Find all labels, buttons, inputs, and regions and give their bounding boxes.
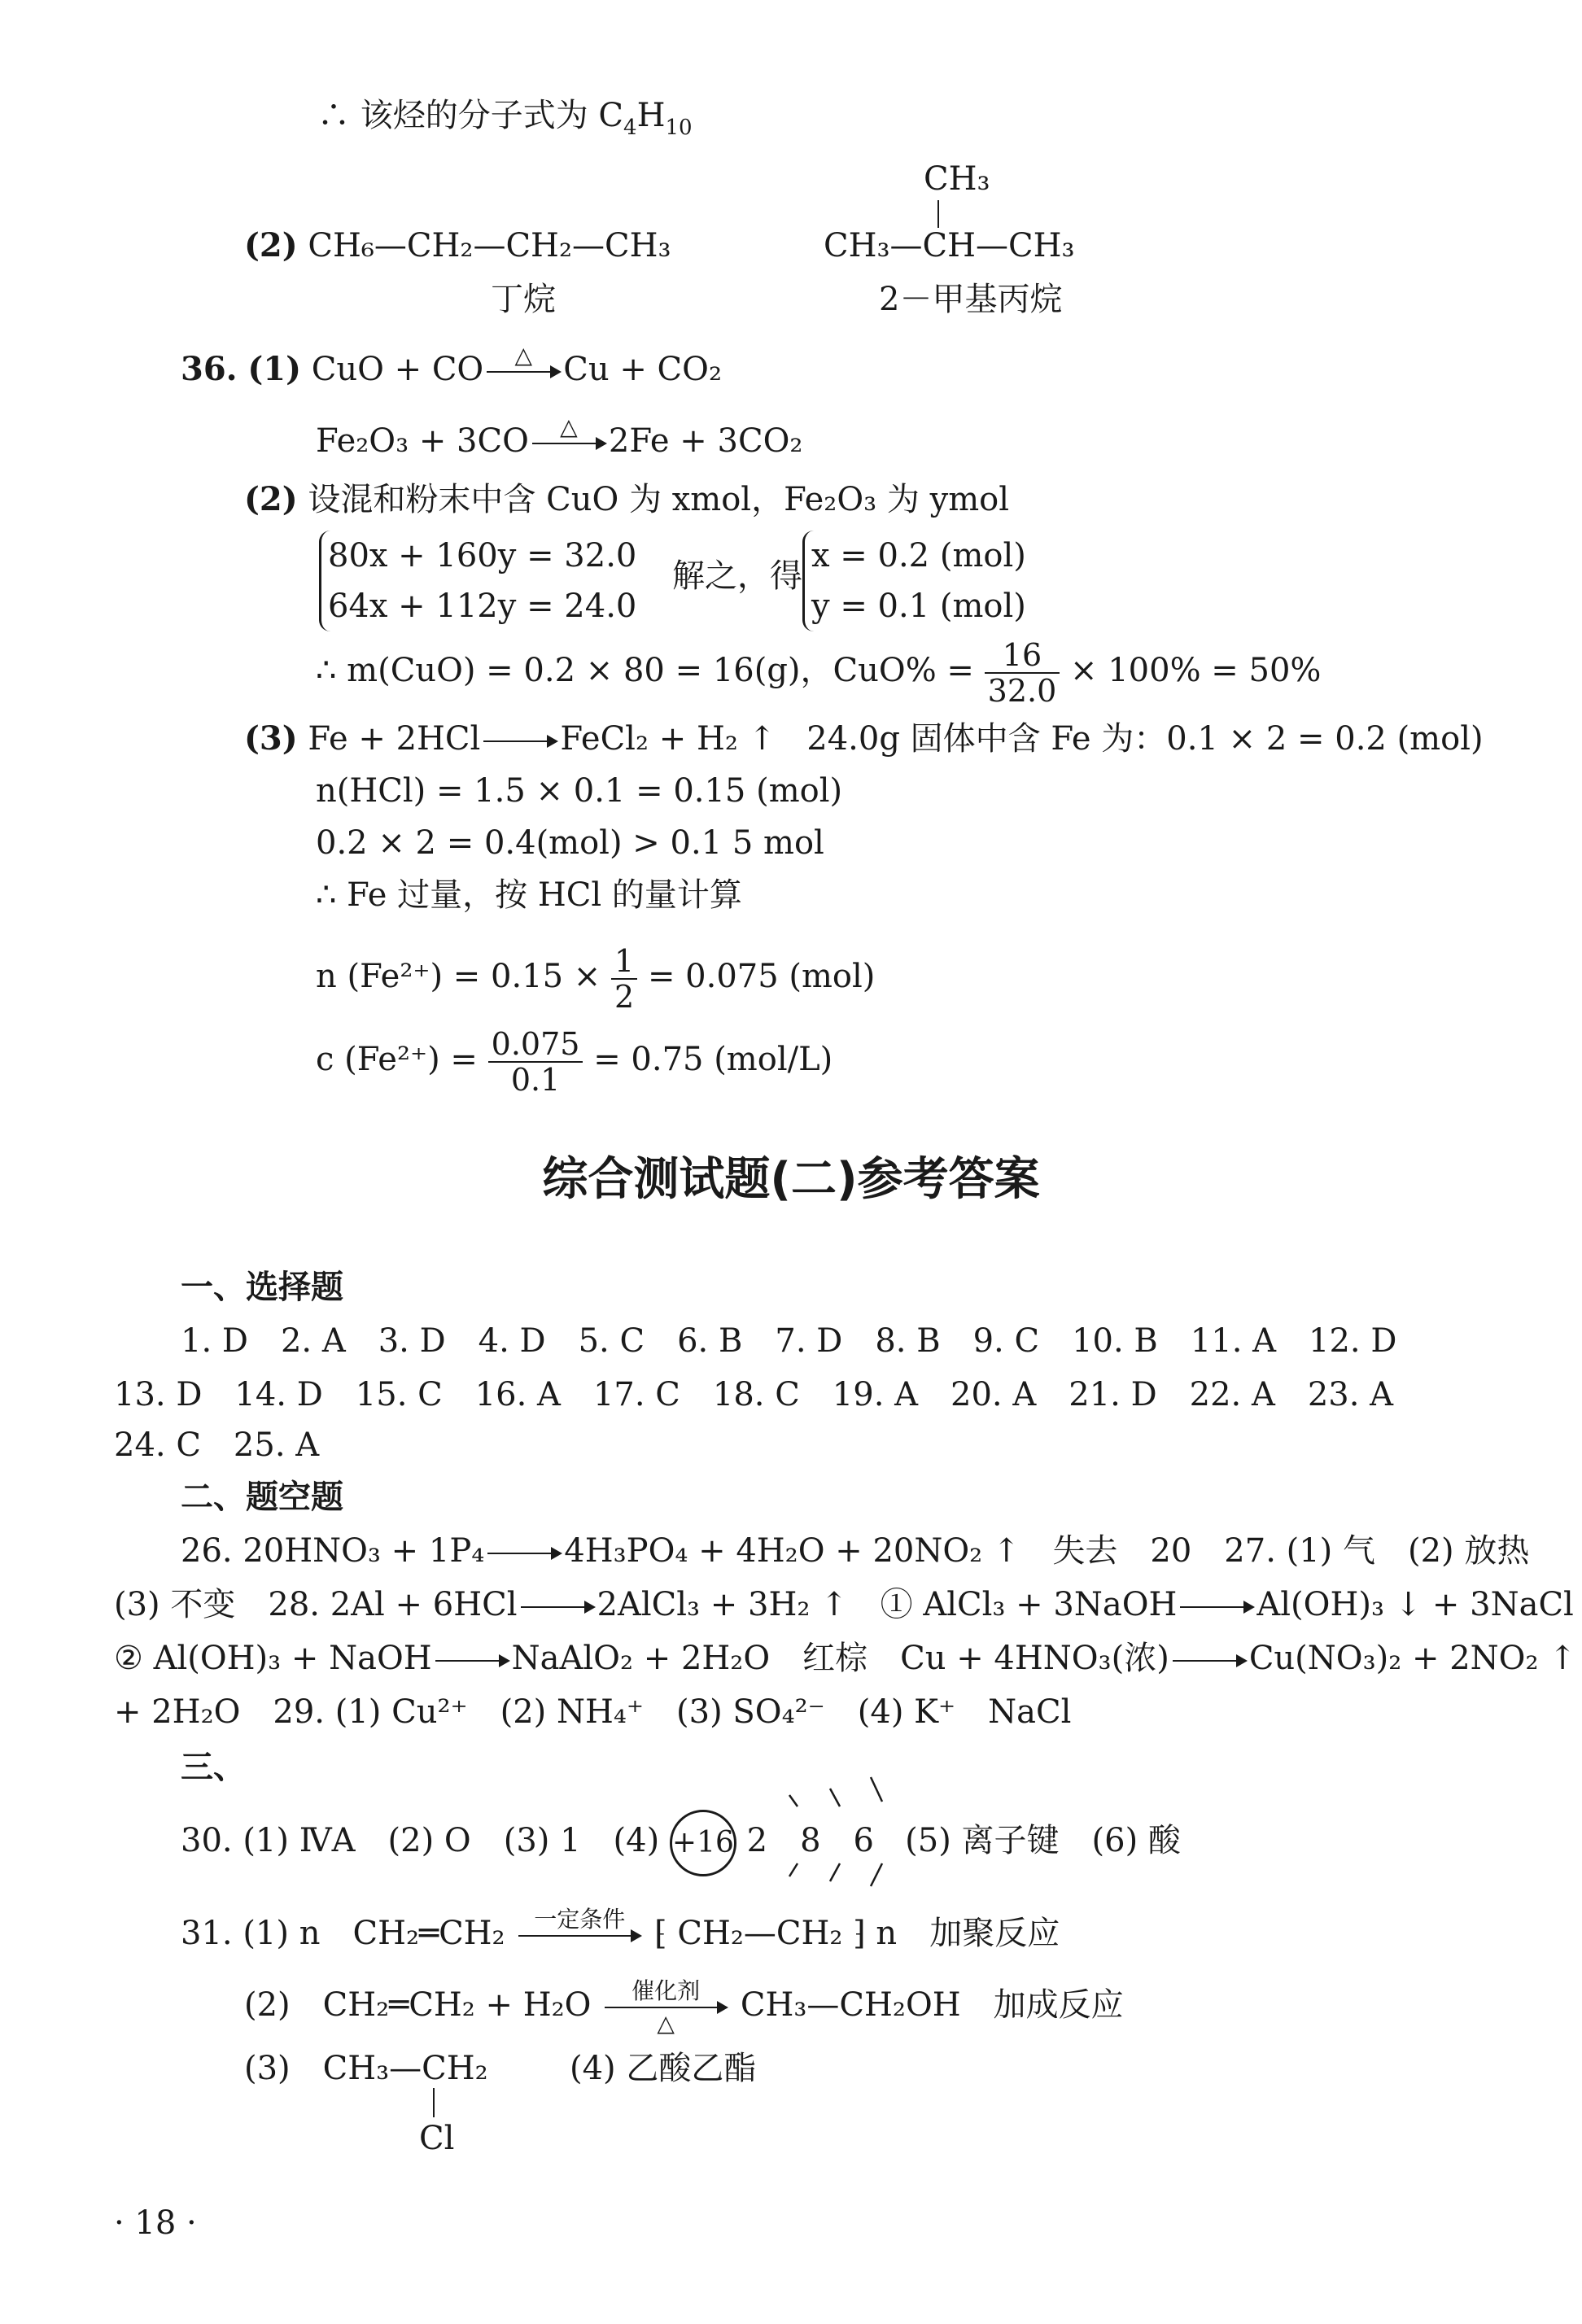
answers-row-1: 1. D 2. A 3. D 4. D 5. C 6. B 7. D 8. B 9. C 10. B 11. A 12. D: [181, 1322, 1397, 1360]
part2-line-4: + 2H₂O 29. (1) Cu²⁺ (2) NH₄⁺ (3) SO₄²⁻ (4) K⁺ NaCl: [114, 1693, 1072, 1731]
answers-row-3: 24. C 25. A: [114, 1426, 320, 1464]
q36-part2-setup: (2) 设混和粉末中含 CuO 为 xmol，Fe₂O₃ 为 ymol: [244, 480, 1010, 518]
q36-solve-label: 解之，得: [672, 557, 802, 595]
sulfur-nucleus: +16: [670, 1810, 736, 1876]
reaction-arrow: 催化剂 △: [605, 2007, 727, 2008]
reaction-arrow: 一定条件: [518, 1935, 640, 1937]
isobutane-name: 2－甲基丙烷: [879, 281, 1063, 318]
formula-conclusion: ∴ 该烃的分子式为 $C_4H_{10}$: [317, 97, 693, 140]
q36-mass-percent: ∴ m(CuO) = 0.2 × 80 = 16(g)，CuO% = $\frac{16}{32.0}$ × 100% = 50%: [316, 637, 1322, 709]
reaction-arrow: △: [532, 443, 605, 444]
chloro-bond: [433, 2088, 435, 2117]
q36-part1-eq2: Fe₂O₃ + 3CO △ 2Fe + 3CO₂: [316, 413, 803, 460]
q30-line: 30. (1) ⅣA (2) O (3) 1 (4) +16 2 8 6 (5) 离子键 (6) 酸: [181, 1808, 1181, 1876]
part2-heading: 二、题空题: [181, 1479, 343, 1516]
shell-arcs: [781, 1766, 895, 1888]
part2-line-2: (3) 不变 28. 2Al + 6HCl 2AlCl₃ + 3H₂ ↑ ① AlCl₃ + 3NaOH Al(OH)₃ ↓ + 3NaCl: [114, 1586, 1574, 1623]
q36-compare: 0.2 × 2 = 0.4(mol) > 0.1 5 mol: [316, 824, 824, 862]
answers-row-2: 13. D 14. D 15. C 16. A 17. C 18. C 19. A 20. A 21. D 22. A 23. A: [114, 1376, 1394, 1413]
butane-formula: CH₆—CH₂—CH₂—CH₃: [308, 227, 671, 264]
part2-line-1: 26. 20HNO₃ + 1P₄ 4H₃PO₄ + 4H₂O + 20NO₂ ↑ 失去 20 27. (1) 气 (2) 放热: [181, 1532, 1530, 1570]
isobutane-top-methyl: CH₃: [924, 160, 990, 198]
q36-c-fe: c (Fe²⁺) = $\frac{0.075}{0.1}$ = 0.75 (mol/L): [316, 1026, 833, 1098]
reaction-arrow: [1180, 1606, 1253, 1608]
q36-part1-eq1: 36. (1) CuO + CO △ Cu + CO₂: [181, 342, 722, 388]
reaction-arrow: △: [487, 371, 560, 373]
q31-part4: (4) 乙酸乙酯: [570, 2050, 757, 2087]
q36-n-hcl: n(HCl) = 1.5 × 0.1 = 0.15 (mol): [316, 772, 843, 810]
reaction-arrow: [521, 1606, 594, 1608]
reaction-arrow: [487, 1553, 561, 1554]
q36-solution: x = 0.2 (mol) y = 0.1 (mol): [802, 531, 1026, 631]
q31-part1: 31. (1) n CH₂═CH₂ 一定条件 ⁅ CH₂—CH₂ ⁆ n 加聚反应: [181, 1906, 1060, 1952]
q35-part2: (2) CH₆—CH₂—CH₂—CH₃: [244, 226, 671, 264]
reaction-arrow: [435, 1660, 509, 1662]
part3-heading: 三、: [181, 1749, 246, 1786]
reaction-arrow: [1173, 1660, 1246, 1662]
chlorine-atom: Cl: [419, 2120, 455, 2157]
q36-part3-eq: (3) Fe + 2HCl FeCl₂ + H₂ ↑ 24.0g 固体中含 Fe 为：0.1 × 2 = 0.2 (mol): [244, 719, 1484, 758]
part1-heading: 一、选择题: [181, 1269, 343, 1306]
q36-excess: ∴ Fe 过量，按 HCl 的量计算: [316, 876, 742, 914]
isobutane-bond: [937, 200, 939, 228]
part2-line-3: ② Al(OH)₃ + NaOH NaAlO₂ + 2H₂O 红棕 Cu + 4HNO₃(浓) Cu(NO₃)₂ + 2NO₂ ↑: [114, 1640, 1576, 1677]
isobutane-formula: CH₃—CH—CH₃: [824, 227, 1075, 264]
electron-shells: 2 8 6: [746, 1822, 874, 1859]
q31-part2: (2) CH₂═CH₂ + H₂O 催化剂 △ CH₃—CH₂OH 加成反应: [244, 1977, 1124, 2037]
page-number: · 18 ·: [114, 2204, 197, 2242]
reaction-arrow: [483, 740, 557, 742]
q36-equation-system: 80x + 160y = 32.0 64x + 112y = 24.0: [319, 531, 636, 631]
q31-part3: (3) CH₃—CH₂: [244, 2050, 488, 2087]
q36-n-fe: n (Fe²⁺) = 0.15 × $\frac{1}{2}$ = 0.075 (mol): [316, 943, 876, 1015]
butane-name: 丁烷: [491, 281, 556, 318]
page-title: 综合测试题(二)参考答案: [542, 1153, 1040, 1206]
